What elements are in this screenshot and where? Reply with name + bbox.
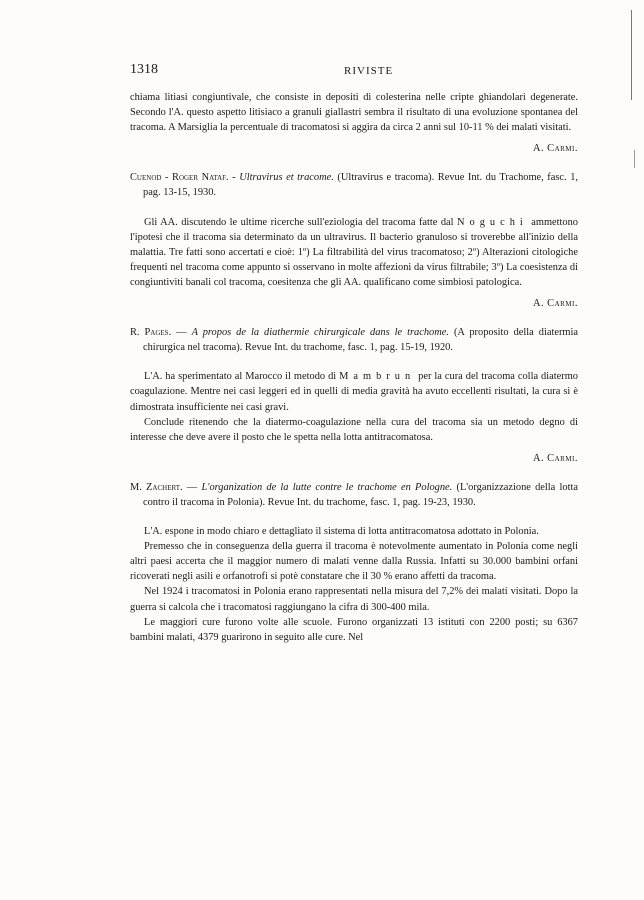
review3-p2: Premesso che in conseguenza della guerra il tracoma è notevolmente aumentato in Polonia come negli altri paesi accerta che il maggior numero di malati venne dalla Russia. Infatti su 30.000 bambini orfani ricoverati negli asili e orfanotrofi si potè constatare che il 30 % erano affetti da tracoma. xyxy=(130,541,578,583)
review2-name-spaced: Mambrun xyxy=(339,371,416,383)
review1-reference xyxy=(130,170,578,200)
journal-page xyxy=(130,62,578,645)
review3-p3: Nel 1924 i tracomatosi in Polonia erano rappresentati nella misura del 7,2% dei malati visitati. Dopo la guerra si calcola che i tracomatosi raggiungano la cifra di 300-400 mila. xyxy=(130,586,578,613)
review1-body-after: ammettono l'ipotesi che il tracoma sia determinato da un ultravirus. Il bacterio granuloso si troverebbe all'inizio della malattia. Tre fatti sono accertati e cioè: 1º) La filtrabilità del virus tracomatoso; 2º) Alterazioni citologiche frequenti nel tracoma come appunto si osservano in molte affezioni da virus filtrabile; 3º) La coesistenza di congiuntiviti banali col tracoma, coesitenza che gli AA. qualificano come simbiosi patologica. xyxy=(130,216,578,288)
review1-body-before: Gli AA. discutendo le ultime ricerche sull'eziologia del tracoma fatte dal xyxy=(144,216,454,228)
page-edge-mark xyxy=(631,10,632,100)
review2-body xyxy=(130,369,578,414)
intro-signature: A. Carmi. xyxy=(532,143,578,155)
review3-details: (L'organizzazione della lotta contro il tracoma in Polonia). Revue Int. du trachome, fasc. 1, pag. 19-23, 1930. xyxy=(143,481,578,508)
review1-authors: Cuenod - Roger Nataf. - xyxy=(130,172,236,184)
review1-body xyxy=(130,215,578,290)
running-title: RIVISTE xyxy=(344,65,394,77)
review3-authors: M. Zachert. — xyxy=(130,481,198,493)
review2-details: (A proposito della diatermia chirurgica nel tracoma). Revue Int. du trachome, fasc. 1, pag. 15-19, 1920. xyxy=(143,327,579,354)
review2-body-before: L'A. ha sperimentato al Marocco il metodo di xyxy=(144,371,337,383)
review1-details: (Ultravirus e tracoma). Revue Int. du Trachome, fasc. 1, pag. 13-15, 1930. xyxy=(143,172,578,199)
page-number: 1318 xyxy=(130,62,158,77)
review1-signature: A. Carmi. xyxy=(532,298,578,310)
page-header xyxy=(130,62,578,90)
page-edge-mark-small xyxy=(634,150,635,168)
review1-name-spaced: Noguchi xyxy=(457,216,528,228)
review3-p4: Le maggiori cure furono volte alle scuole. Furono organizzati 13 istituti con 2200 posti; su 6367 bambini malati, 4379 guarirono in seguito alle cure. Nel xyxy=(130,616,578,643)
review2-signature: A. Carmi. xyxy=(532,452,578,464)
review2-body2: Conclude ritenendo che la diatermo-coagulazione nella cura del tracoma sia un metodo degno di interesse che deve avere il posto che le spetta nella lotta antitracomatosa. xyxy=(130,416,578,443)
review2-body-after: per la cura del tracoma colla diatermo coagulazione. Mentre nei casi leggeri ed in quelli di media gravità ha avuto eccellenti risultati, la cura si è dimostrata insufficiente nei casi gravi. xyxy=(130,371,578,413)
review3-p1: L'A. espone in modo chiaro e dettagliato il sistema di lotta antitracomatosa adottato in Polonia. xyxy=(144,526,539,538)
review2-reference xyxy=(130,325,578,355)
review2-authors: R. Pages. — xyxy=(130,327,187,339)
review3-title: L'organization de la lutte contre le trachome en Pologne. xyxy=(201,481,453,493)
review3-reference xyxy=(130,480,578,510)
review2-title: A propos de la diathermie chirurgicale dans le trachome. xyxy=(191,327,449,339)
review1-title: Ultravirus et tracome. xyxy=(239,172,334,184)
intro-paragraph: chiama litiasi congiuntivale, che consiste in depositi di colesterina nelle cripte ghiandolari degenerate. Secondo l'A. questo aspetto litisiaco a granuli giallastri sembra il risultato di una evoluzione spontanea del tracoma. A Marsiglia la percentuale di tracomatosi si aggira da circa 2 anni sul 10-11 % dei malati visitati. xyxy=(130,92,578,134)
